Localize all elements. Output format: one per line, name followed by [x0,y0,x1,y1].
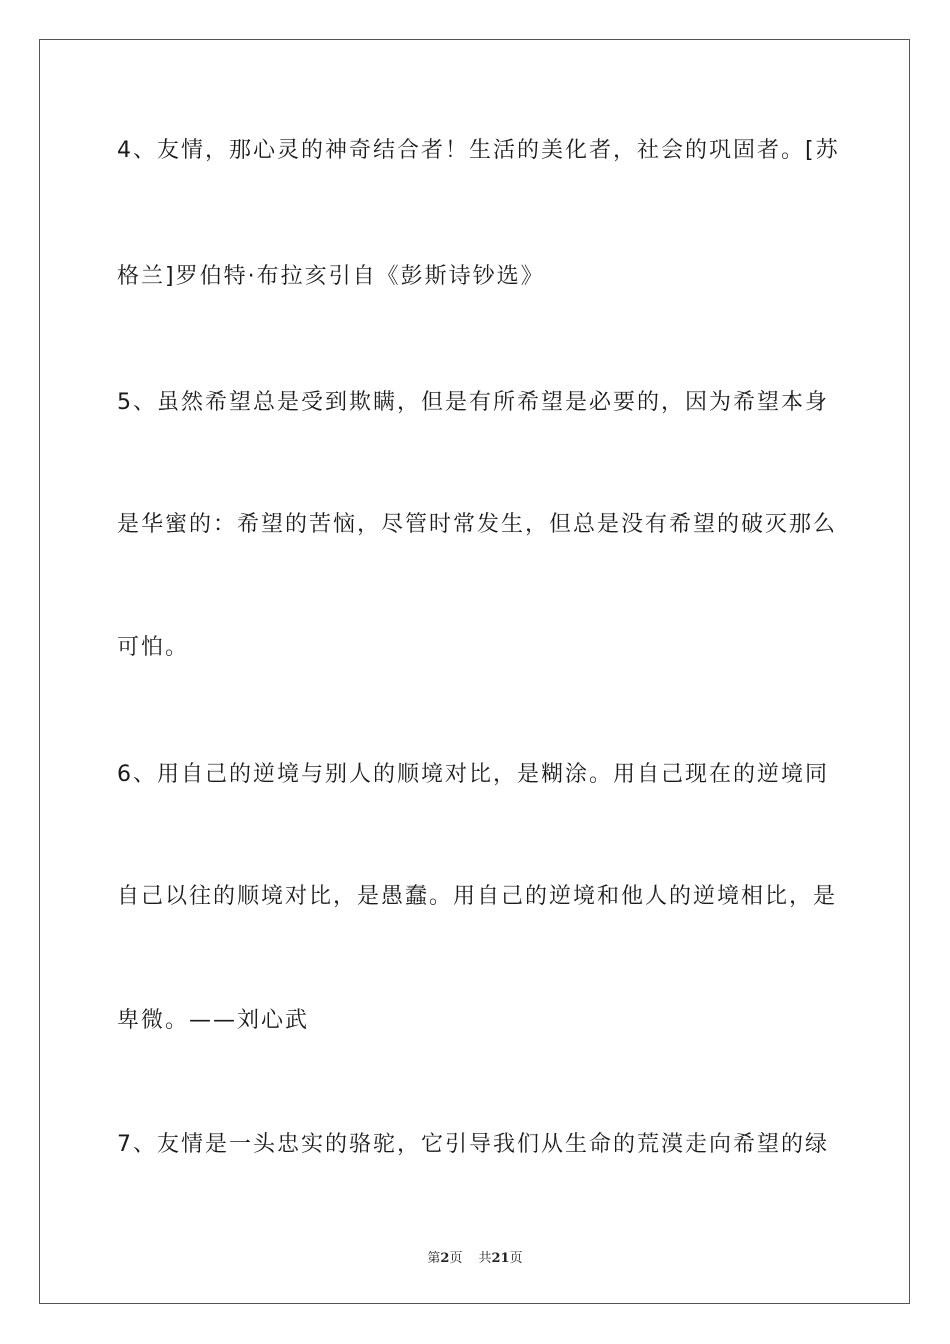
total-label-prefix: 共 [478,1251,492,1266]
page-number: 2 [440,1251,450,1266]
text-line-7: 自己以往的顺境对比，是愚蠢。用自己的逆境和他人的逆境相比，是 [117,884,838,909]
text-line-8: 卑微。——刘心武 [117,1008,310,1033]
page-border [39,39,910,1304]
total-label-suffix: 页 [509,1251,523,1266]
page-footer [0,1247,950,1266]
page-label-prefix: 第 [427,1251,441,1266]
text-line-4: 是华蜜的：希望的苦恼，尽管时常发生，但总是没有希望的破灭那么 [117,512,838,537]
page-label-suffix: 页 [449,1251,463,1266]
text-line-9: 7、友情是一头忠实的骆驼，它引导我们从生命的荒漠走向希望的绿 [117,1132,829,1157]
text-line-5: 可怕。 [117,635,190,660]
text-line-2: 格兰]罗伯特·布拉亥引自《彭斯诗钞选》 [117,264,545,289]
text-line-6: 6、用自己的逆境与别人的顺境对比，是糊涂。用自己现在的逆境同 [117,762,829,787]
total-pages: 21 [491,1251,510,1266]
text-line-1: 4、友情，那心灵的神奇结合者！生活的美化者，社会的巩固者。[苏 [117,138,840,163]
text-line-3: 5、虽然希望总是受到欺瞒，但是有所希望是必要的，因为希望本身 [117,390,829,415]
